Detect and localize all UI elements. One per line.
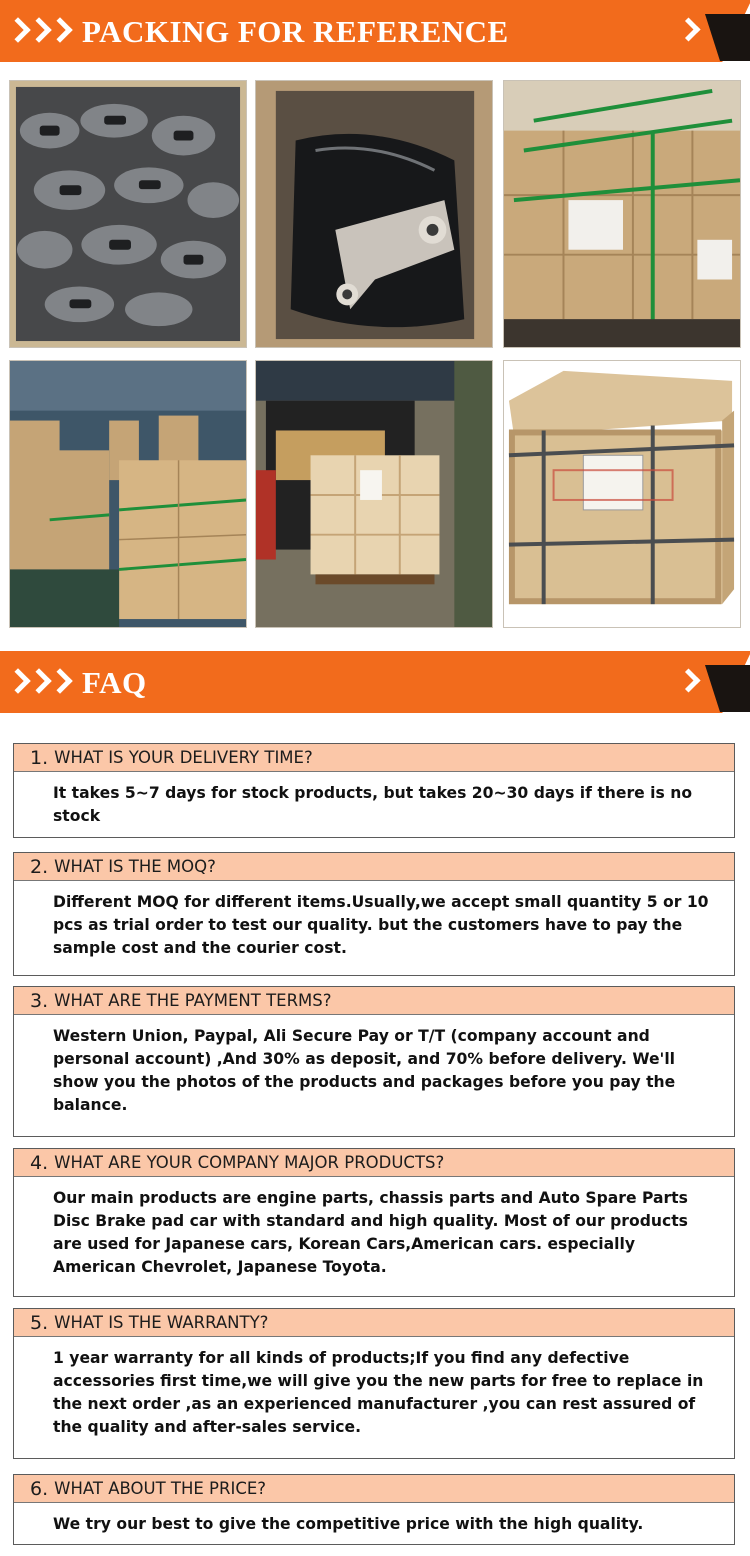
faq-number: 5. xyxy=(30,1311,49,1334)
faq-question-header xyxy=(14,853,734,881)
faq-item-major-products xyxy=(13,1148,735,1297)
faq-number: 3. xyxy=(30,989,49,1012)
chevron-right-icon xyxy=(678,668,704,694)
photo-loading-truck xyxy=(255,360,493,628)
faq-section-banner xyxy=(0,651,750,726)
faq-number: 6. xyxy=(30,1477,49,1500)
faq-question-header xyxy=(14,1149,734,1177)
photo-wooden-crate xyxy=(503,360,741,628)
faq-answer: It takes 5~7 days for stock products, but takes 20~30 days if there is no stock xyxy=(53,784,693,825)
faq-question-header xyxy=(14,1309,734,1337)
faq-number: 4. xyxy=(30,1151,49,1174)
faq-item-moq xyxy=(13,852,735,976)
faq-question-header xyxy=(14,987,734,1015)
photo-strapped-cartons-pallet xyxy=(503,80,741,348)
faq-question: WHAT ARE YOUR COMPANY MAJOR PRODUCTS? xyxy=(54,1153,445,1172)
faq-item-delivery-time xyxy=(13,743,735,838)
faq-answer: Our main products are engine parts, chassis parts and Auto Spare Parts Disc Brake pad car with standard and high quality. Most of our products are used for Japanese cars, Korean Cars,American cars. especially American Chevrolet, Japanese Toyota. xyxy=(53,1189,688,1276)
faq-question-header xyxy=(14,1475,734,1503)
faq-question: WHAT IS YOUR DELIVERY TIME? xyxy=(54,748,313,767)
triple-chevron-right-icon xyxy=(8,667,70,697)
faq-number: 2. xyxy=(30,855,49,878)
triple-chevron-right-icon xyxy=(8,16,70,46)
faq-answer: Different MOQ for different items.Usually,we accept small quantity 5 or 10 pcs as trial order to test our quality. but the customers have to pay the sample cost and the courier cost. xyxy=(53,893,709,957)
faq-question: WHAT ARE THE PAYMENT TERMS? xyxy=(54,991,332,1010)
faq-question: WHAT IS THE MOQ? xyxy=(54,857,216,876)
faq-question: WHAT ABOUT THE PRICE? xyxy=(54,1479,267,1498)
faq-item-payment-terms xyxy=(13,986,735,1137)
faq-section-title: FAQ xyxy=(82,665,147,700)
faq-question-header xyxy=(14,744,734,772)
faq-answer: 1 year warranty for all kinds of products;If you find any defective accessories first time,we will give you the new parts for free to replace in the next order ,as an experienced manufacturer ,you can rest assured of the quality and after-sales service. xyxy=(53,1349,704,1436)
photo-bagged-parts-in-crate xyxy=(9,80,247,348)
packing-section-title: PACKING FOR REFERENCE xyxy=(82,14,509,49)
faq-question: WHAT IS THE WARRANTY? xyxy=(54,1313,269,1332)
faq-answer: We try our best to give the competitive price with the high quality. xyxy=(53,1515,644,1533)
chevron-right-icon xyxy=(678,17,704,43)
faq-item-warranty xyxy=(13,1308,735,1459)
photo-bracket-in-carton xyxy=(255,80,493,348)
packing-section-banner xyxy=(0,0,750,75)
photo-warehouse-pallets xyxy=(9,360,247,628)
faq-answer: Western Union, Paypal, Ali Secure Pay or T/T (company account and personal account) ,And 30% as deposit, and 70% before delivery. We'll show you the photos of the products and packages before you pay the balance. xyxy=(53,1027,676,1114)
faq-item-price xyxy=(13,1474,735,1545)
faq-number: 1. xyxy=(30,746,49,769)
